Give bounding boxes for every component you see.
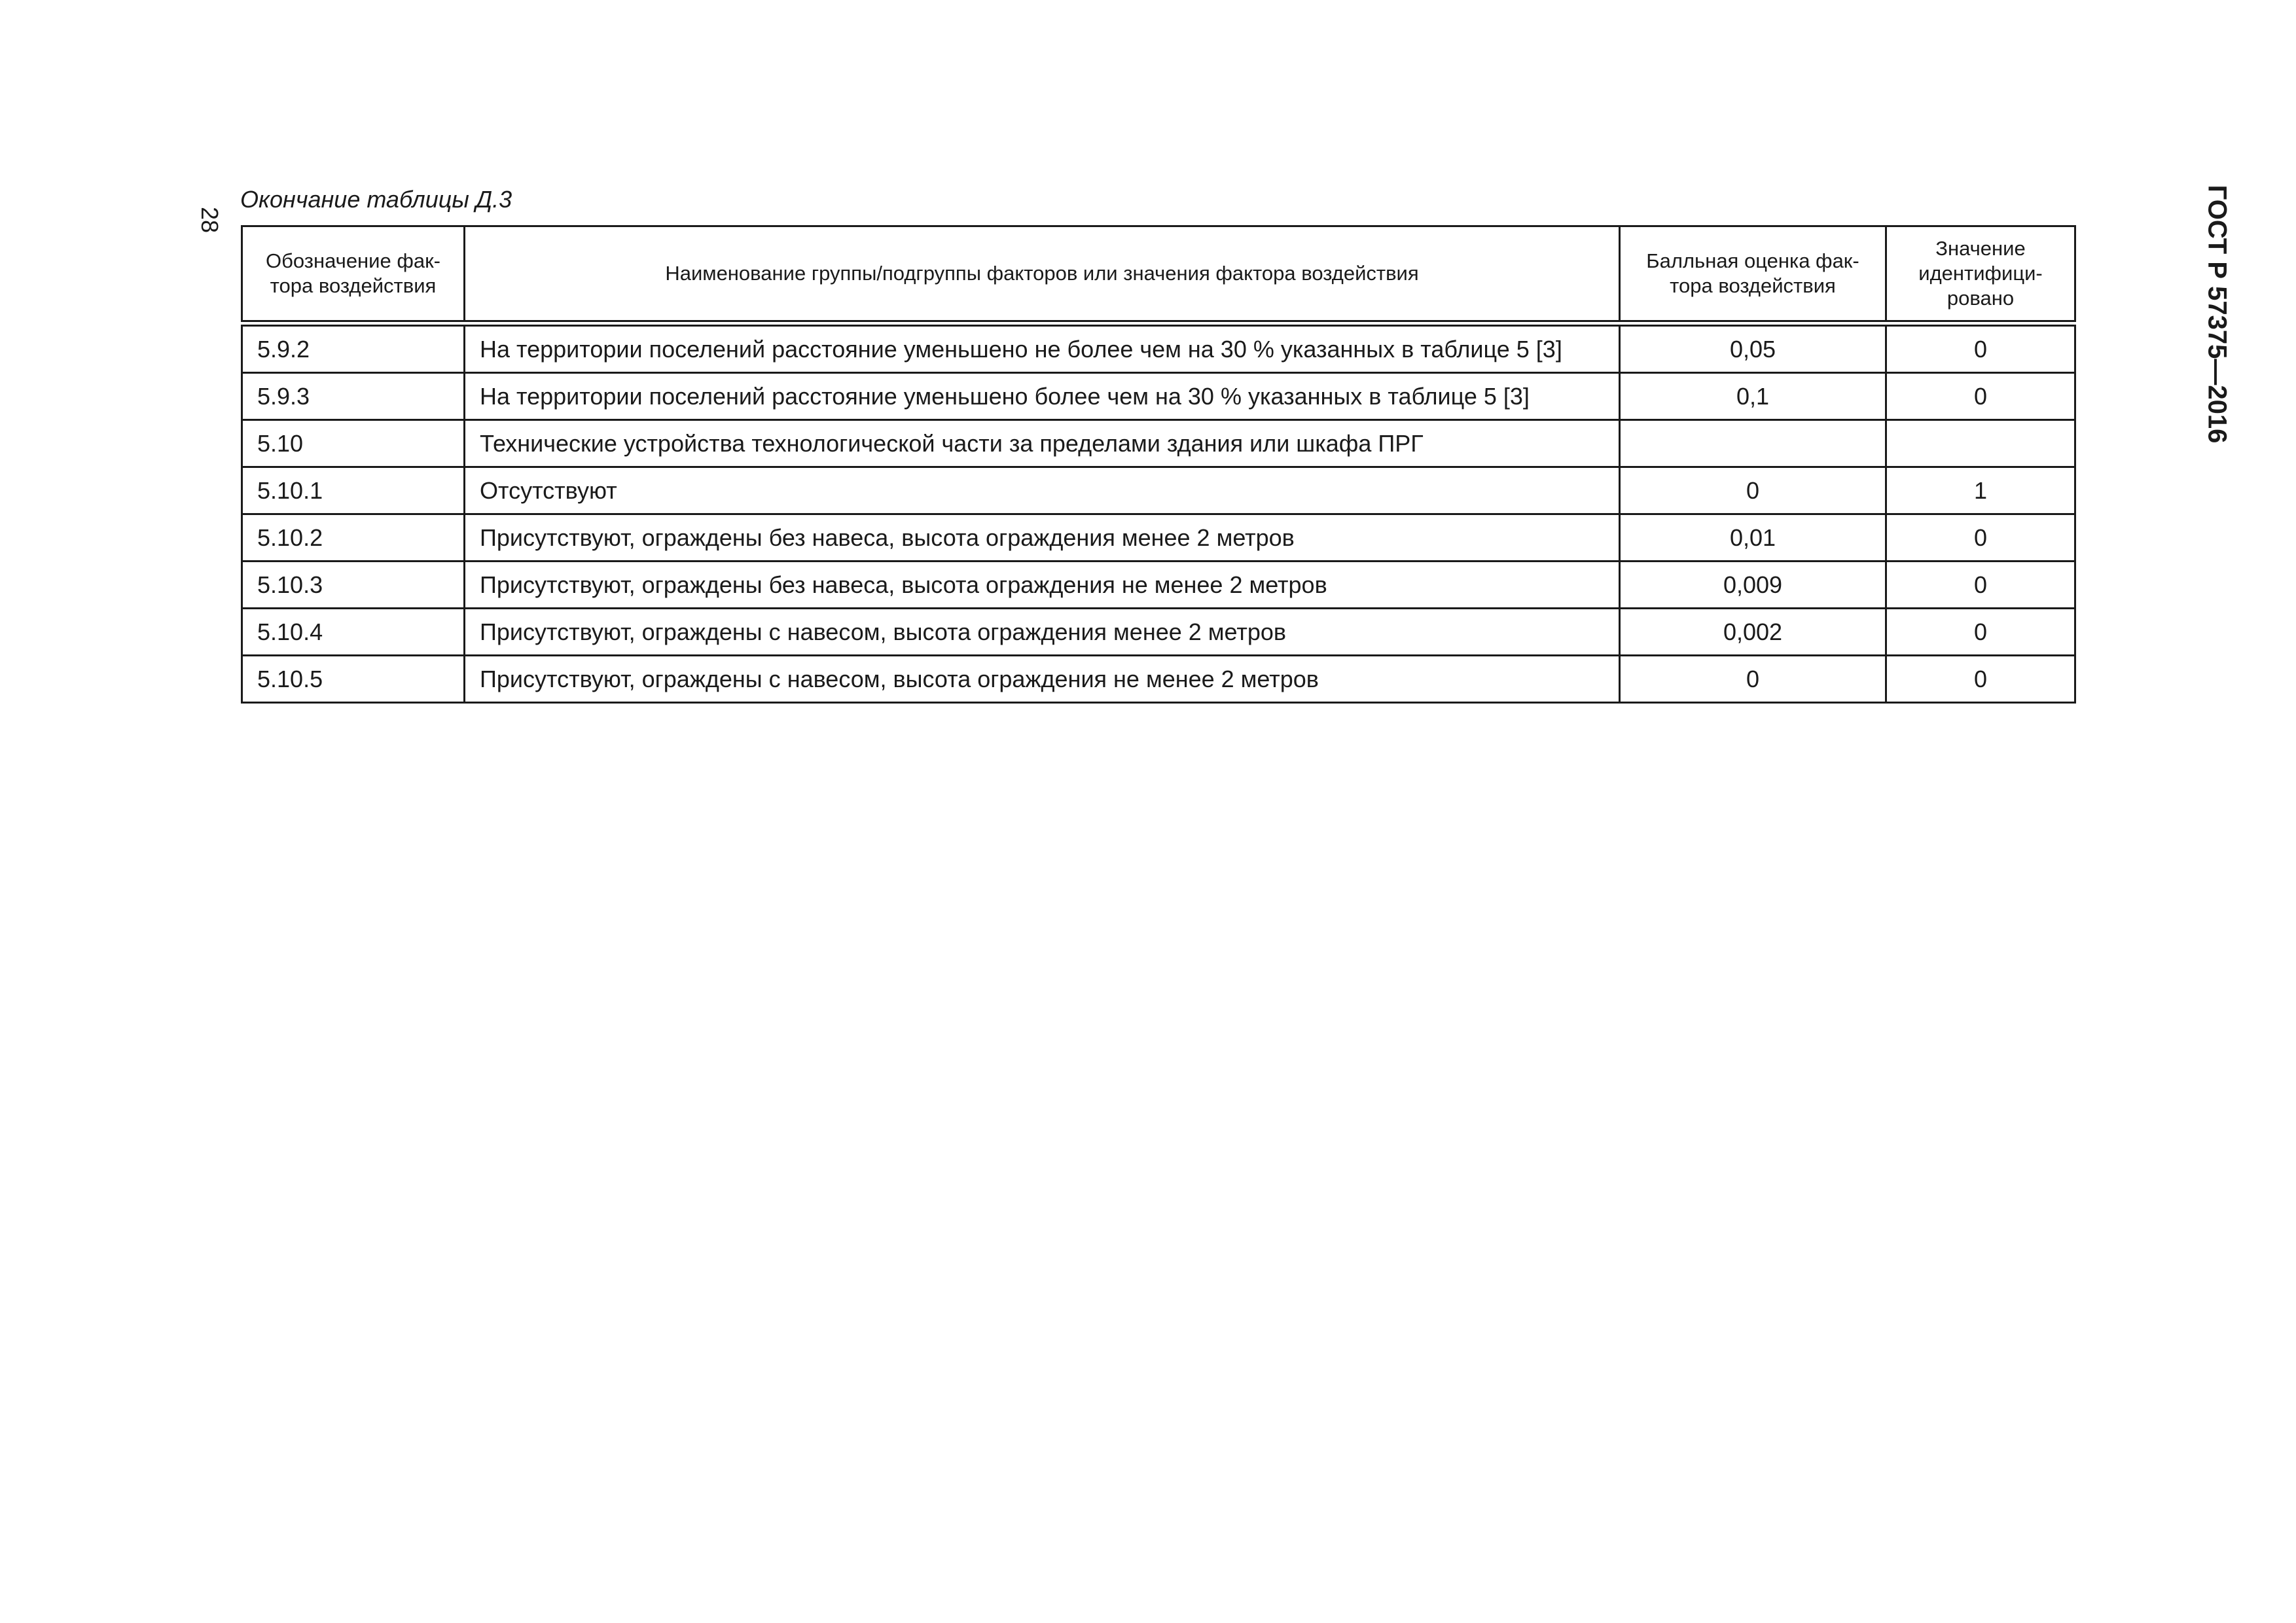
cell-score: 0 bbox=[1620, 467, 1886, 514]
table-row bbox=[242, 373, 2075, 420]
cell-identified: 0 bbox=[1886, 562, 2075, 609]
header-row bbox=[242, 226, 2075, 324]
cell-code: 5.10 bbox=[242, 420, 465, 467]
cell-identified: 0 bbox=[1886, 656, 2075, 703]
cell-name: На территории поселений расстояние уменьшено более чем на 30 % указанных в таблице 5 [3] bbox=[465, 373, 1620, 420]
cell-name: Присутствуют, ограждены с навесом, высота ограждения не менее 2 метров bbox=[465, 656, 1620, 703]
cell-score: 0,002 bbox=[1620, 609, 1886, 656]
cell-name: Присутствуют, ограждены без навеса, высота ограждения не менее 2 метров bbox=[465, 562, 1620, 609]
header-factor-name bbox=[465, 226, 1620, 324]
header-factor-code bbox=[242, 226, 465, 324]
cell-name: Технические устройства технологической части за пределами здания или шкафа ПРГ bbox=[465, 420, 1620, 467]
cell-score: 0,01 bbox=[1620, 514, 1886, 562]
header-identified bbox=[1886, 226, 2075, 324]
header-score-label: Балльная оценка фак- тора воздействия bbox=[1646, 249, 1859, 297]
cell-identified: 0 bbox=[1886, 373, 2075, 420]
header-factor-name-label: Наименование группы/подгруппы факторов или значения фактора воздействия bbox=[665, 262, 1419, 285]
cell-name: Отсутствуют bbox=[465, 467, 1620, 514]
table-header bbox=[242, 226, 2075, 324]
cell-code: 5.9.3 bbox=[242, 373, 465, 420]
cell-score: 0,1 bbox=[1620, 373, 1886, 420]
table-caption: Окончание таблицы Д.3 bbox=[240, 186, 512, 213]
table-row bbox=[242, 514, 2075, 562]
cell-name: Присутствуют, ограждены с навесом, высота ограждения менее 2 метров bbox=[465, 609, 1620, 656]
table-row bbox=[242, 656, 2075, 703]
table-body bbox=[242, 323, 2075, 703]
page-number: 28 bbox=[196, 206, 224, 234]
cell-score: 0,05 bbox=[1620, 323, 1886, 373]
table-row bbox=[242, 467, 2075, 514]
cell-code: 5.10.2 bbox=[242, 514, 465, 562]
cell-score: 0,009 bbox=[1620, 562, 1886, 609]
cell-identified: 0 bbox=[1886, 514, 2075, 562]
table-row bbox=[242, 323, 2075, 373]
table-row bbox=[242, 562, 2075, 609]
cell-code: 5.10.4 bbox=[242, 609, 465, 656]
cell-score: 0 bbox=[1620, 656, 1886, 703]
cell-identified: 0 bbox=[1886, 609, 2075, 656]
cell-identified: 0 bbox=[1886, 323, 2075, 373]
cell-code: 5.10.1 bbox=[242, 467, 465, 514]
standard-id: ГОСТ Р 57375—2016 bbox=[2202, 185, 2232, 444]
cell-code: 5.10.3 bbox=[242, 562, 465, 609]
cell-identified: 1 bbox=[1886, 467, 2075, 514]
header-factor-code-label: Обозначение фак- тора воздействия bbox=[266, 249, 440, 297]
cell-identified bbox=[1886, 420, 2075, 467]
header-identified-label: Значение идентифици- ровано bbox=[1918, 237, 2043, 310]
table-row bbox=[242, 420, 2075, 467]
cell-name: На территории поселений расстояние уменьшено не более чем на 30 % указанных в таблице 5 [3] bbox=[465, 323, 1620, 373]
cell-code: 5.9.2 bbox=[242, 323, 465, 373]
table-row bbox=[242, 609, 2075, 656]
factors-table bbox=[241, 225, 2076, 704]
cell-score bbox=[1620, 420, 1886, 467]
cell-code: 5.10.5 bbox=[242, 656, 465, 703]
header-score bbox=[1620, 226, 1886, 324]
cell-name: Присутствуют, ограждены без навеса, высота ограждения менее 2 метров bbox=[465, 514, 1620, 562]
